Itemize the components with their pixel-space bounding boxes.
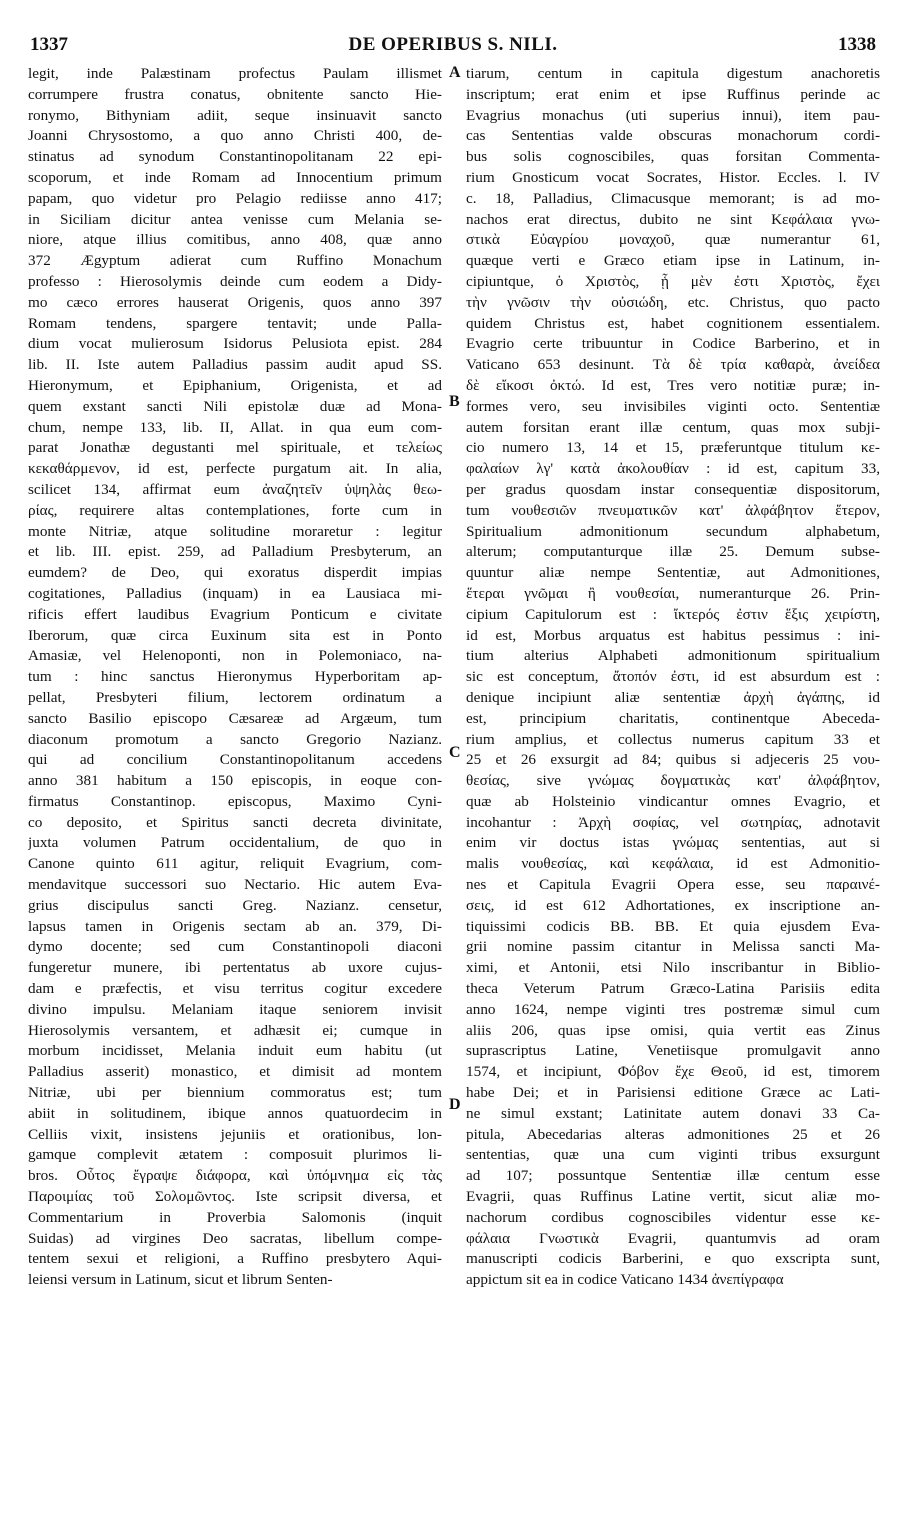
text-line: φαλαίων λγ' κατὰ ἀκολουθίαν : id est, capitum 33,: [466, 460, 880, 478]
text-line: inscriptum; erat enim et ipse Ruffinus perinde ac: [466, 85, 880, 103]
text-line: 25 et 26 exsurgit ad 84; quibus si adjeceris 25 νου-: [466, 751, 880, 769]
text-line: anno 1624, nempe viginti tres postremæ simul cum: [466, 1000, 880, 1018]
text-line: quæque verti e Græco etiam ipse in Latinum, in-: [466, 252, 880, 270]
text-line: lib. II. Iste autem Palladius passim audit apud SS.: [28, 356, 442, 374]
text-line: nachos erat directus, dubito ne sint Κεφάλαια γνω-: [466, 210, 880, 228]
text-line: rificis effert laudibus Evagrium Ponticum e civitate: [28, 605, 442, 623]
page-number-right: 1338: [838, 34, 876, 55]
text-line: lapsus tamen in Origenis sectam ab an. 379, Di-: [28, 917, 442, 935]
text-line: cio numero 13, 14 et 15, præferuntque titulum κε-: [466, 439, 880, 457]
text-line: co deposito, et Spiritus sancti decreta divinitate,: [28, 813, 442, 831]
text-line: cipium Capitulorum est : ἴκτερός ἐστιν ἕξις χειρίστη,: [466, 605, 880, 623]
text-line: τὴν γνῶσιν τὴν οὐσιώδη, etc. Christus, quo pacto: [466, 293, 880, 311]
text-line: monte Nitriæ, atque solitudine moraretur : legitur: [28, 522, 442, 540]
text-line: cas Sententias valde obscuras monachorum cordi-: [466, 127, 880, 145]
text-line: mo cæco errores hauserat Origenis, quos anno 397: [28, 293, 442, 311]
text-line: Παροιμίας τοῦ Σολομῶντος. Iste scripsit diversa, et: [28, 1188, 442, 1206]
text-line: rium amplius, et collectus numerus capitum 33 et: [466, 730, 880, 748]
text-line: ρίας, requirere altas contemplationes, forte cum in: [28, 501, 442, 519]
running-title: DE OPERIBUS S. NILI.: [348, 34, 558, 55]
text-line: formes vero, seu invisibiles viginti octo. Sententiæ: [466, 397, 880, 415]
section-letter-c: C: [449, 744, 461, 761]
right-column: [466, 64, 880, 1291]
text-line: papam, quo videtur pro Pelagio rediisse anno 417;: [28, 189, 442, 207]
text-line: Evagrio certe tribuuntur in Codice Barberino, et in: [466, 335, 880, 353]
text-line: manuscripti codicis Barberini, e quo exscripta sunt,: [466, 1250, 880, 1268]
text-line: bus solis cognoscibiles, quas forsitan Commenta-: [466, 148, 880, 166]
text-line: grius discipulus sancti Greg. Nazianz. censetur,: [28, 896, 442, 914]
text-line: bros. Οὗτος ἔγραψε διάφορα, καὶ ὑπόμνημα εἰς τὰς: [28, 1167, 442, 1185]
section-letter-d: D: [449, 1096, 461, 1113]
text-line: Spiritualium admonitionum secundum alphabetum,: [466, 522, 880, 540]
text-line: alterum; computanturque illæ 25. Demum subse-: [466, 543, 880, 561]
text-line: professo : Hierosolymis deinde cum eodem a Didy-: [28, 272, 442, 290]
text-line: Commentarium in Proverbia Salomonis (inquit: [28, 1208, 442, 1226]
text-line: tum νουθεσιῶν πνευματικῶν κατ' ἀλφάβητον ἕτερον,: [466, 501, 880, 519]
text-line: mendavitque successori suo Nectario. Hic autem Eva-: [28, 876, 442, 894]
text-line: est, principium charitatis, continentque Abeceda-: [466, 709, 880, 727]
text-line: ne simul exstant; Latinitate autem donavi 33 Ca-: [466, 1104, 880, 1122]
text-line: morbum incidisset, Melania induit eum habitu (ut: [28, 1042, 442, 1060]
text-line: corrumpere frustra conatus, obnitente sancto Hie-: [28, 85, 442, 103]
text-line: juxta volumen Patrum occidentalium, de quo in: [28, 834, 442, 852]
text-line: Romam tendens, spargere tentavit; unde Palla-: [28, 314, 442, 332]
text-line: Vaticano 653 desinunt. Τὰ δὲ τρία καθαρὰ, ἀνείδεα: [466, 356, 880, 374]
page-number-left: 1337: [30, 34, 68, 55]
text-line: pellat, Presbyteri filium, lectorem ordinatum a: [28, 688, 442, 706]
text-line: ad 107; possuntque Sententiæ illæ centum esse: [466, 1167, 880, 1185]
text-line: diaconum promotum a sancto Gregorio Nazianz.: [28, 730, 442, 748]
text-line: appictum sit ea in codice Vaticano 1434 ἀνεπίγραφα: [466, 1271, 784, 1289]
text-line: quem exstant sancti Nili epistolæ duæ ad Mona-: [28, 397, 442, 415]
text-line: qui ad concilium Constantinopolitanum accedens: [28, 751, 442, 769]
text-line: sententias, quæ una cum viginti tribus exsurgunt: [466, 1146, 880, 1164]
text-line: habe Dei; et in Parisiensi editione Græce ac Lati-: [466, 1084, 880, 1102]
text-line: tiquissimi codicis BB. BB. Et quia ejusdem Eva-: [466, 917, 880, 935]
left-column: [28, 64, 442, 1291]
text-line: autem forsitan erant illæ centum, quas mox subji-: [466, 418, 880, 436]
running-header: [30, 34, 876, 58]
text-line: tiarum, centum in capitula digestum anachoretis: [466, 65, 880, 82]
text-line: gamque complevit ætatem : composuit plurimos li-: [28, 1146, 442, 1164]
text-line: eumdem? de Deo, qui exoratus disperdit impias: [28, 564, 442, 582]
text-line: rium Gnosticum vocat Socrates, Histor. Eccles. l. IV: [466, 168, 880, 186]
text-line: dymo docente; sed cum Constantinopoli diaconi: [28, 938, 442, 956]
text-line: σεις, id est 612 Adhortationes, ex inscriptione an-: [466, 896, 880, 914]
text-line: parat Jonathæ degustanti mel spirituale, et τελείως: [28, 439, 442, 457]
text-line: sic est conceptum, ἄτοπόν ἐστι, id est absurdum est :: [466, 668, 880, 686]
text-line: dam e præfectis, et visu territus cogitur excedere: [28, 980, 442, 998]
text-line: aliis 206, quas ipse omisi, quia vertit eas Zinus: [466, 1021, 880, 1039]
text-line: φάλαια Γνωστικὰ Evagrii, quantumvis ad oram: [466, 1229, 880, 1247]
text-line: quidem Christus est, habet cognitionem essentialem.: [466, 314, 880, 332]
text-line: ximi, et Antonii, etsi Nilo inscribantur in Biblio-: [466, 959, 880, 977]
text-line: Iberorum, quæ circa Euxinum sita est in Ponto: [28, 626, 442, 644]
text-line: Evagrius monachus (uti superius innui), item pau-: [466, 106, 880, 124]
text-line: Canone quinto 611 agitur, reliquit Evagrium, com-: [28, 855, 442, 873]
text-line: tum : hinc sanctus Hieronymus Hyperboritam ap-: [28, 668, 442, 686]
text-line: Celliis vixit, insistens jejuniis et orationibus, lon-: [28, 1125, 442, 1143]
text-line: incohantur : Ἀρχὴ σοφίας, vel σωτηρίας, adnotavit: [466, 813, 880, 831]
text-line: nes et Capitula Evagrii Opera esse, seu παραινέ-: [466, 876, 880, 894]
text-line: abiit in solitudinem, ibique annos quatuordecim in: [28, 1104, 442, 1122]
text-line: cogitationes, Palladius (inquam) in ea Lausiaca mi-: [28, 584, 442, 602]
text-line: Joanni Chrysostomo, a quo anno Christi 400, de-: [28, 127, 442, 145]
text-line: Palladius asserit) monastico, et dimisit ad montem: [28, 1063, 442, 1081]
text-line: denique incipiunt aliæ sententiæ ἀρχὴ ἀγάπης, id: [466, 688, 880, 706]
section-letter-b: B: [449, 393, 460, 410]
text-line: stinatus ad synodum Constantinopolitanam 22 epi-: [28, 148, 442, 166]
text-line: dium vocat mulierosum Isidorus Pelusiota epist. 284: [28, 335, 442, 353]
text-line: Evagrii, quas Ruffinus Latine vertit, sicut aliæ mo-: [466, 1188, 880, 1206]
text-line: per gradus quosdam instar consequentiæ dispositorum,: [466, 480, 880, 498]
text-line: δὲ εἴκοσι ὀκτώ. Id est, Tres vero notitiæ puræ; in-: [466, 376, 880, 394]
text-line: grii nomine passim citantur in Melissa sancti Ma-: [466, 938, 880, 956]
text-line: malis νουθεσίας, καὶ κεφάλαια, id est Admonitio-: [466, 855, 880, 873]
text-line: Amasiæ, vel Helenoponti, non in Polemoniaco, na-: [28, 647, 442, 665]
text-line: leiensi versum in Latinum, sicut et librum Senten-: [28, 1271, 333, 1289]
text-line: divino impulsu. Melaniam itaque seniorem invisit: [28, 1000, 442, 1018]
text-line: quuntur aliæ nempe Sententiæ, aut Admonitiones,: [466, 564, 880, 582]
text-line: fungeretur munere, ibi pertentatus ab uxore cujus-: [28, 959, 442, 977]
text-line: niore, atque illius comitibus, anno 408, quæ anno: [28, 231, 442, 249]
text-line: nachorum cordibus cognoscibiles videntur esse κε-: [466, 1208, 880, 1226]
text-line: scoporum, et inde Romam ad Innocentium primum: [28, 168, 442, 186]
text-line: 1574, et incipiunt, Φόβον ἔχε Θεοῦ, id est, timorem: [466, 1063, 880, 1081]
text-line: cipiuntque, ὁ Χριστὸς, ᾗ μὲν ἐστι Χριστὸς, ἔχει: [466, 272, 880, 290]
text-line: Nitriæ, ubi per biennium commoratus est; tum: [28, 1084, 442, 1102]
text-line: id est, Morbus arquatus est habitus pessimus : ini-: [466, 626, 880, 644]
text-line: legit, inde Palæstinam profectus Paulam illismet: [28, 65, 442, 82]
text-line: Suidas) ad virgines Deo sacratas, libellum compe-: [28, 1229, 442, 1247]
text-line: suprascriptus Latine, Venetiisque promulgavit anno: [466, 1042, 880, 1060]
text-line: enim vir doctus istas γνώμας sententias, aut si: [466, 834, 880, 852]
text-line: θεσίας, sive γνώμας δογματικὰς κατ' ἀλφάβητον,: [466, 772, 880, 790]
text-line: tentem sexui et religioni, a Ruffino presbytero Aqui-: [28, 1250, 442, 1268]
text-line: theca Veterum Patrum Græco-Latina Parisiis edita: [466, 980, 880, 998]
text-line: ronymo, Bithyniam adiit, seque insinuavit sancto: [28, 106, 442, 124]
text-line: Hierosolymis versantem, et adhæsit ei; cumque in: [28, 1021, 442, 1039]
text-line: Hieronymum, et Epiphanium, Origenista, et ad: [28, 376, 442, 394]
text-line: sancto Basilio episcopo Cæsareæ ad Argæum, tum: [28, 709, 442, 727]
text-line: 372 Ægyptum adierat cum Ruffino Monachum: [28, 252, 442, 270]
text-line: quæ ab Holsteinio vindicantur omnes Evagrio, et: [466, 792, 880, 810]
text-line: in Siciliam dicitur antea venisse cum Melania se-: [28, 210, 442, 228]
text-line: κεκαθάρμενον, id est, perfecte purgatum ait. In alia,: [28, 460, 442, 478]
text-line: pitula, Abecedarias alteras admonitiones 25 et 26: [466, 1125, 880, 1143]
text-line: tium alterius Alphabeti admonitionum spiritualium: [466, 647, 880, 665]
text-line: anno 381 habitum a 150 episcopis, in eoque con-: [28, 772, 442, 790]
text-line: ἕτεραι γνῶμαι ἢ νουθεσίαι, numeranturque 26. Prin-: [466, 584, 880, 602]
text-line: στικὰ Εὐαγρίου μοναχοῦ, quæ numerantur 61,: [466, 231, 880, 249]
text-line: firmatus Constantinop. episcopus, Maximo Cyni-: [28, 792, 442, 810]
text-line: scilicet 134, affirmat eum ἀναζητεῖν ὑψηλὰς θεω-: [28, 480, 442, 498]
section-letter-a: A: [449, 64, 461, 81]
text-line: c. 18, Palladius, Climacusque memorant; is ad mo-: [466, 189, 880, 207]
text-line: et lib. III. epist. 259, ad Palladium Presbyterum, an: [28, 543, 442, 561]
text-line: chum, nempe 133, lib. II, Allat. in qua eum com-: [28, 418, 442, 436]
